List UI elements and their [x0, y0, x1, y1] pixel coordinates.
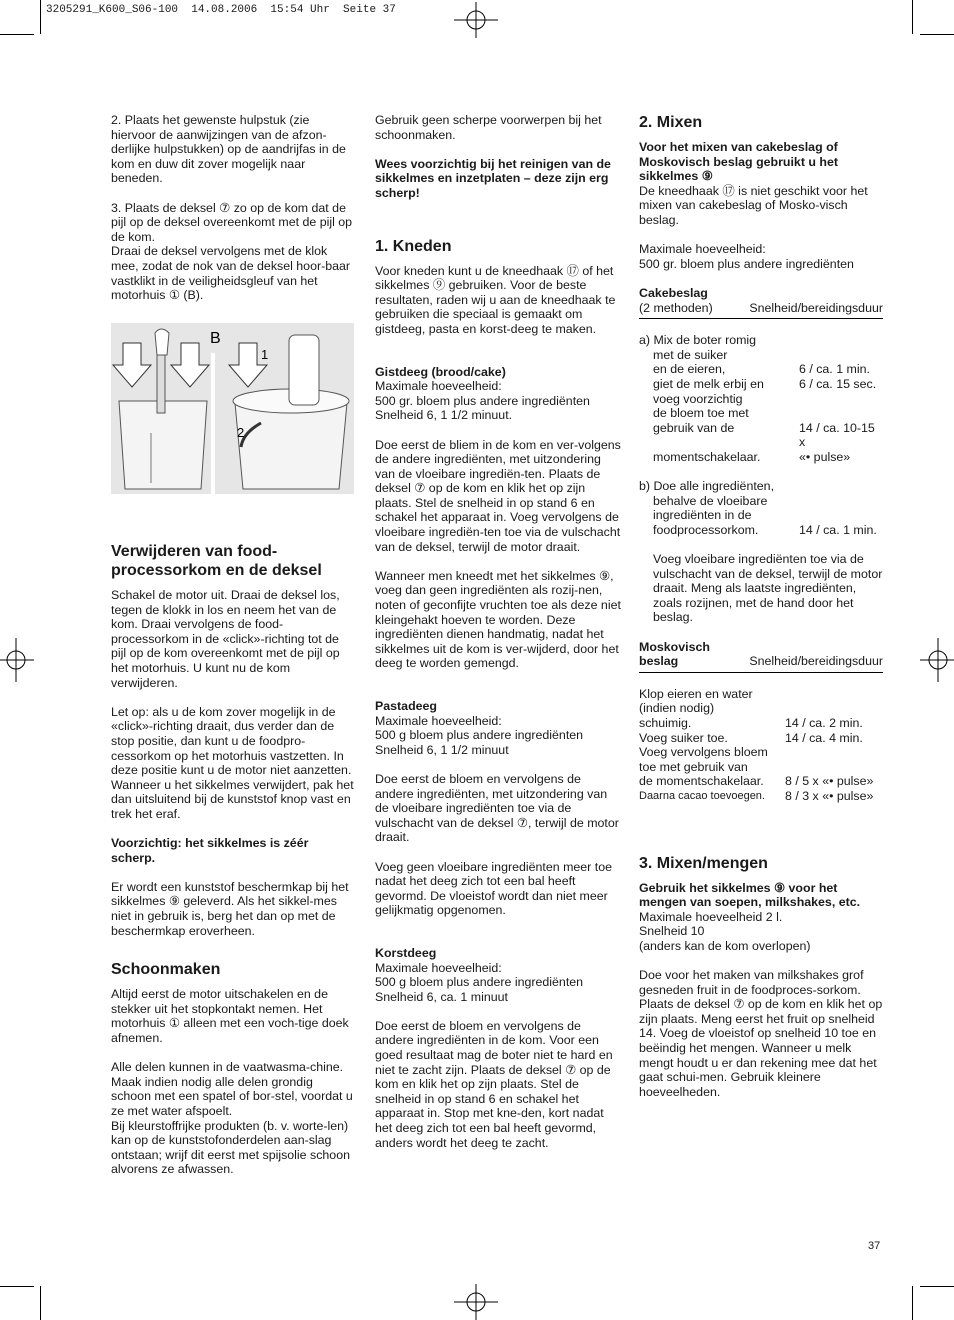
- row-value: [799, 392, 883, 407]
- table-row: [639, 392, 883, 407]
- row-label: met de suiker: [653, 347, 728, 362]
- row-value: [785, 687, 883, 702]
- registration-mark: [450, 2, 502, 38]
- crop-mark: [920, 34, 954, 35]
- crop-mark: [920, 1286, 954, 1287]
- pasta-instructions: Doe eerst de bloem en vervolgens de andere ingrediënten, met uitzondering van de vloeibare ingrediënten toe via de vulschacht van de deksel ⑦, terwijl de motor draait.: [375, 771, 619, 845]
- gist-max: Maximale hoeveelheid:: [375, 379, 502, 394]
- table-row: [639, 745, 883, 760]
- subheading-gistdeeg: Gistdeeg (brood/cake): [375, 364, 506, 379]
- pasta-amount: 500 g bloem plus andere ingrediënten: [375, 728, 584, 743]
- clean-note: Gebruik geen scherpe voorwerpen bij het schoonmaken.: [375, 113, 602, 142]
- registration-mark: [0, 634, 34, 686]
- crop-mark: [40, 1286, 41, 1320]
- row-value: 14 / ca. 2 min.: [785, 715, 863, 730]
- pasta-speed: Snelheid 6, 1 1/2 minuut: [375, 742, 509, 757]
- column-1-lower: [111, 542, 355, 1177]
- mosk-title: Moskovisch: [639, 639, 710, 654]
- mosk-rows: [639, 687, 883, 804]
- row-value: 14 / ca. 10-15 x: [799, 420, 875, 450]
- crop-mark: [40, 0, 41, 34]
- figure-label-2: 2: [237, 425, 245, 440]
- row-value: [799, 494, 883, 509]
- cake-methods: (2 methoden): [639, 300, 713, 315]
- section-heading-remove: Verwijderen van food-processorkom en de deksel: [111, 543, 322, 579]
- mosk-table-header: [639, 640, 883, 673]
- row-value: «• pulse»: [799, 449, 851, 464]
- table-row: [639, 479, 883, 494]
- gist-amount: 500 gr. bloem plus andere ingrediënten: [375, 393, 590, 408]
- cake-b-note: Voeg vloeibare ingrediënten toe via de vulschacht van de deksel, terwijl de motor draait. Meng als laatste ingrediënten, zoals rozijnen, met de hand door het beslag.: [653, 552, 883, 625]
- row-value: [785, 333, 883, 348]
- row-label: behalve de vloeibare: [653, 493, 768, 508]
- row-value: 6 / ca. 15 sec.: [799, 376, 877, 391]
- row-label: giet de melk erbij en: [653, 376, 764, 391]
- subheading-pastadeeg: Pastadeeg: [375, 699, 437, 713]
- mix-amount: 500 gr. bloem plus andere ingrediënten: [639, 256, 854, 271]
- print-header: 3205291_K600_S06-100 14.08.2006 15:54 Uhr Seite 37: [46, 4, 396, 16]
- korst-instructions: Doe eerst de bloem en vervolgens de andere ingrediënten in de kom. Voor een goed resultaat mag de boter niet te hard en niet te zacht zijn. Plaats de deksel ⑦ op de kom en klik het op zijn plaats. Stel de snelheid in op stand 6 en schakel het apparaat in. Stop met kne-den, kort nadat het deeg zich tot een bal heeft gevormd, anders wordt het deeg te zacht.: [375, 1018, 613, 1150]
- korst-amount: 500 g bloem plus andere ingrediënten: [375, 975, 584, 990]
- row-label: momentschakelaar.: [653, 449, 761, 464]
- row-label: toe met gebruik van: [639, 759, 748, 774]
- row-value: 14 / ca. 1 min.: [799, 522, 877, 537]
- row-label: Daarna cacao toevoegen.: [639, 789, 765, 802]
- cake-b-rows: [639, 479, 883, 537]
- row-value: [785, 479, 883, 494]
- row-value: 6 / ca. 1 min.: [799, 362, 870, 377]
- clean-text-2: Alle delen kunnen in de vaatwasma-chine. Maak indien nodig alle delen grondig schoon met een spatel of bor-stel, voordat u ze met water afspoelt.: [111, 1060, 353, 1118]
- table-row: [639, 701, 883, 716]
- cake-title: Cakebeslag: [639, 285, 708, 300]
- subheading-korstdeeg: Korstdeeg: [375, 945, 437, 960]
- mosk-title2: beslag: [639, 654, 679, 669]
- row-value: [799, 508, 883, 523]
- table-row: [639, 421, 883, 450]
- mengen-speed: Snelheid 10: [639, 924, 705, 939]
- table-row: [639, 377, 883, 392]
- cake-col-speed: Snelheid/bereidingsduur: [749, 300, 883, 315]
- korst-max: Maximale hoeveelheid:: [375, 960, 502, 975]
- table-row: [639, 494, 883, 509]
- row-value: 8 / 3 x «• pulse»: [785, 788, 874, 803]
- table-row: [639, 760, 883, 775]
- table-row: [639, 523, 883, 538]
- mengen-instruction-bold: Gebruik het sikkelmes ⑨ voor het mengen van soepen, milkshakes, etc.: [639, 880, 861, 910]
- crop-mark: [912, 0, 913, 34]
- mosk-col-speed: Snelheid/bereidingsduur: [749, 654, 883, 669]
- row-value: [785, 745, 883, 760]
- step-3-text: 3. Plaats de deksel ⑦ zo op de kom dat de pijl op de deksel overeenkomt met de pijl op de kom.: [111, 200, 353, 244]
- mix-kneedhaak-note: De kneedhaak ⑰ is niet geschikt voor het mixen van cakebeslag of Mosko-visch beslag.: [639, 183, 868, 227]
- registration-mark: [450, 1284, 502, 1320]
- table-row: [639, 348, 883, 363]
- crop-mark: [0, 1286, 34, 1287]
- cake-table-header: [639, 286, 883, 319]
- row-label: voeg voorzichtig: [653, 391, 743, 406]
- section-heading-kneden: 1. Kneden: [375, 237, 452, 255]
- row-label: gebruik van de: [653, 420, 735, 435]
- assembly-illustration: [111, 323, 354, 494]
- warning-sharp: Voorzichtig: het sikkelmes is zéér scherp.: [111, 836, 309, 865]
- mengen-max: Maximale hoeveelheid 2 l.: [639, 909, 783, 924]
- page-number: 37: [868, 1240, 881, 1252]
- row-value: [799, 406, 883, 421]
- clean-text-3: Bij kleurstoffrijke produkten (b. v. worte-len) kan op de kunststofonderdelen aan-slag ontstaan; wrijf dit eerst met spijsolie schoon alvorens ze afwassen.: [111, 1118, 350, 1177]
- figure-label-b: B: [210, 330, 221, 347]
- column-3: [639, 113, 883, 1114]
- column-1: [111, 113, 355, 317]
- pasta-note: Voeg geen vloeibare ingrediënten meer toe nadat het deeg zich tot een bal heeft gevormd. De vloeistof wordt dan niet meer gelijkmatig opgenomen.: [375, 859, 612, 918]
- korst-speed: Snelheid 6, ca. 1 minuut: [375, 989, 508, 1004]
- row-value: [785, 701, 883, 716]
- protective-cap-text: Er wordt een kunststof beschermkap bij het sikkelmes ⑨ geleverd. Als het sikkel-mes niet in gebruik is, berg het dan op met de beschermkap eroverheen.: [111, 879, 349, 938]
- section-heading-clean: Schoonmaken: [111, 961, 221, 979]
- table-row: [639, 508, 883, 523]
- section-heading-mengen: 3. Mixen/mengen: [639, 854, 768, 872]
- food-processor-drawing: [111, 323, 354, 494]
- pasta-max: Maximale hoeveelheid:: [375, 713, 502, 728]
- row-label: Klop eieren en water: [639, 686, 753, 701]
- row-label: Voeg vervolgens bloem: [639, 745, 768, 760]
- row-label: de momentschakelaar.: [639, 774, 764, 789]
- registration-mark: [920, 634, 954, 686]
- mengen-instructions: Doe voor het maken van milkshakes grof gesneden fruit in de foodproces-sorkom. Plaats de deksel ⑦ op de kom en klik het op zijn plaats. Meng eerst het fruit op snelheid 14. Voeg de vloeistof op snelheid 10 toe en beëindig het mengen. Wanneer u melk mengt houdt u er dan rekening mee dat het gaat schui-men. Gebruik kleinere hoeveelheden.: [639, 968, 883, 1099]
- row-value: 14 / ca. 4 min.: [785, 730, 863, 745]
- row-label: en de eieren,: [653, 362, 726, 377]
- kneden-sikkelmes-note: Wanneer men kneedt met het sikkelmes ⑨, voeg dan geen ingrediënten als rozij-nen, noten of geconfijte vruchten toe als deze niet kleingehakt hoeven te worden. Deze ingrediënten dienen handmatig, nadat het sikkelmes uit de kom is ver-wijderd, door het deeg te worden gemengd.: [375, 568, 621, 671]
- column-2: [375, 113, 621, 1165]
- crop-mark: [0, 34, 34, 35]
- mix-instruction-bold: Voor het mixen van cakebeslag of Moskovisch beslag gebruikt u het sikkelmes ⑨: [639, 140, 838, 184]
- table-row: [639, 450, 883, 465]
- row-label: foodprocessorkom.: [653, 522, 759, 537]
- row-label: de bloem toe met: [653, 406, 749, 421]
- table-row: [639, 789, 883, 804]
- remove-text: Schakel de motor uit. Draai de deksel los, tegen de klokk in los en neem het van de kom. Draai vervolgens de food-processorkom in de «click»-richting tot de pijl op de kom overeenkomt met de pijl op het motorhuis. U kunt nu de kom verwijderen.: [111, 588, 340, 690]
- gist-instructions: Doe eerst de bliem in de kom en ver-volgens de andere ingrediënten, met uitzondering van de vloeibare ingrediën-ten. Plaats de deksel ⑦ op de kom en klik het op zijn plaats. Stel de snelheid in op stand 6 en schakel het apparaat in. Voeg vervolgens de vloeibare ingrediën-ten toe via de vulschacht van de deksel, terwijl de motor draait.: [375, 437, 621, 554]
- table-row: [639, 362, 883, 377]
- gist-speed: Snelheid 6, 1 1/2 minuut.: [375, 408, 513, 423]
- clean-text-1: Altijd eerst de motor uitschakelen en de stekker uit het stopkontakt nemen. Het motorhuis ① alleen met een voch-tige doek afnemen.: [111, 987, 349, 1046]
- table-row: [639, 406, 883, 421]
- mengen-note: (anders kan de kom overlopen): [639, 938, 811, 953]
- table-row: [639, 731, 883, 746]
- caution-text: Let op: als u de kom zover mogelijk in de «click»-richting draait, dus verder dan de stop positie, dan kunt u de foodpro-cessorkom op het motorhuis vastzetten. In deze positie kunt u de motor niet aanzetten.: [111, 704, 352, 778]
- table-row: [639, 687, 883, 702]
- step-2-text: 2. Plaats het gewenste hulpstuk (zie hiervoor de aanwijzingen van de afzon-derlijke hulpstukken) op de aandrijfas in de kom en duw dit zover mogelijk naar beneden.: [111, 113, 346, 186]
- row-label: b) Doe alle ingrediënten,: [639, 479, 775, 494]
- table-row: [639, 333, 883, 348]
- kneden-intro: Voor kneden kunt u de kneedhaak ⑰ of het sikkelmes ⑨ gebruiken. Voor de beste resultaten, raden wij u aan de kneedhaak te gebruiken die speciaal is gemaakt om gistdeeg, pasta en korst-deeg te maken.: [375, 263, 616, 336]
- warning-knife: Wees voorzichtig bij het reinigen van de sikkelmes en inzetplaten – deze zijn erg scherp!: [375, 156, 611, 200]
- step-3-continued: Draai de deksel vervolgens met de klok mee, zodat de nok van de deksel hoor-baar vastklikt in de veiligheidsgleuf van het motorhuis ① (B).: [111, 244, 351, 303]
- crop-mark: [912, 1286, 913, 1320]
- row-label: (indien nodig): [639, 701, 715, 716]
- row-label: ingrediënten in de: [653, 508, 752, 523]
- row-label: schuimig.: [639, 715, 692, 730]
- knife-removal-text: Wanneer u het sikkelmes verwijdert, pak het dan uitsluitend bij de kunststof knop vast en trek het eraf.: [111, 777, 354, 821]
- mix-max: Maximale hoeveelheid:: [639, 242, 766, 257]
- table-row: [639, 716, 883, 731]
- table-row: [639, 774, 883, 789]
- row-label: Voeg suiker toe.: [639, 730, 728, 745]
- cake-rows: [639, 333, 883, 464]
- row-value: [785, 760, 883, 775]
- row-label: a) Mix de boter romig: [639, 333, 757, 348]
- figure-label-1: 1: [261, 347, 269, 362]
- row-value: 8 / 5 x «• pulse»: [785, 774, 874, 789]
- section-heading-mixen: 2. Mixen: [639, 114, 703, 131]
- row-value: [799, 348, 883, 363]
